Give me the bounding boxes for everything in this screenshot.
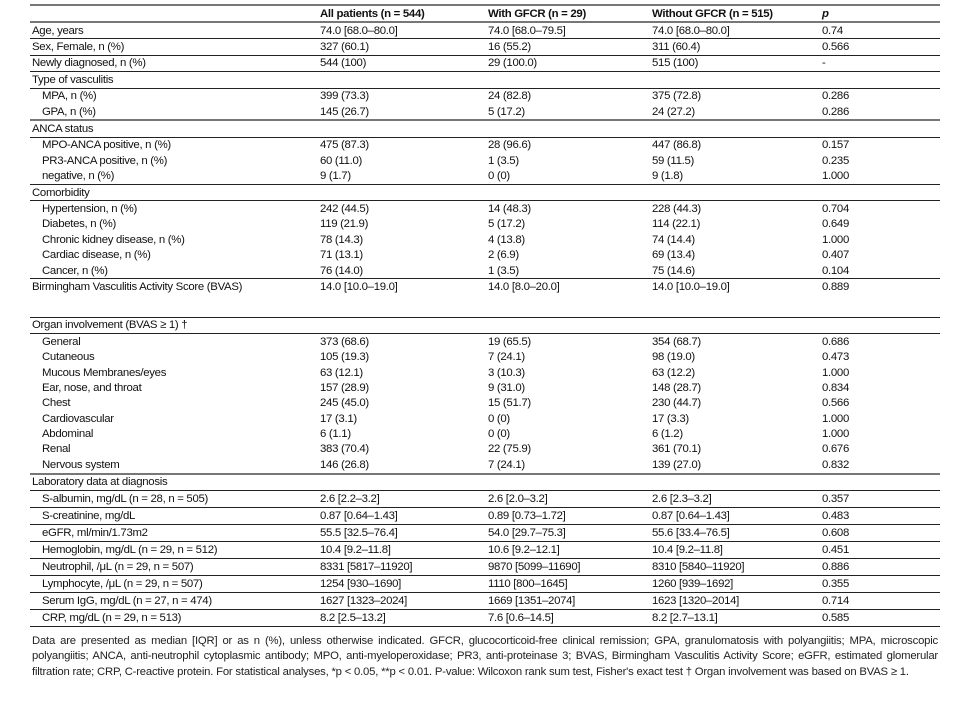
table-row [30, 609, 940, 626]
without-gfcr-value: 8310 [5840–11920] [650, 558, 820, 575]
without-gfcr-value: 354 (68.7) [652, 335, 701, 348]
p-value: - [820, 55, 940, 71]
header-p-value: p [820, 5, 940, 22]
row-label: Chest [42, 397, 71, 410]
all-patients-value: 17 (3.1) [320, 412, 357, 425]
p-value [820, 295, 940, 318]
p-value: 0.355 [820, 575, 940, 592]
with-gfcr-value: 15 (51.7) [488, 397, 531, 410]
p-value: 0.451 [820, 541, 940, 558]
row-label: Hypertension, n (%) [42, 202, 137, 215]
without-gfcr-value [650, 317, 820, 333]
table-row [30, 457, 940, 473]
without-gfcr-value: 69 (13.4) [652, 249, 695, 262]
row-label: Age, years [30, 22, 318, 39]
all-patients-value: 327 (60.1) [318, 39, 486, 55]
row-label: Sex, Female, n (%) [30, 39, 318, 55]
all-patients-value: 14.0 [10.0–19.0] [320, 280, 398, 293]
all-patients-value [318, 474, 486, 491]
table-row [30, 169, 940, 185]
without-gfcr-value: 515 (100) [650, 55, 820, 71]
with-gfcr-value: 2 (6.9) [488, 249, 519, 262]
row-label: MPA, n (%) [42, 90, 97, 103]
without-gfcr-value: 311 (60.4) [650, 39, 820, 55]
row-label: Comorbidity [30, 184, 318, 200]
row-label: Cardiovascular [42, 412, 114, 425]
table-row [30, 334, 940, 350]
row-label: Mucous Membranes/eyes [42, 366, 167, 379]
without-gfcr-value: 59 (11.5) [652, 154, 695, 167]
table-row [30, 411, 940, 426]
row-label: Cardiac disease, n (%) [42, 249, 151, 262]
all-patients-value: 373 (68.6) [320, 335, 369, 348]
header-without-gfcr: Without GFCR (n = 515) [650, 5, 820, 22]
section-header-row [30, 72, 940, 88]
row-label: negative, n (%) [30, 169, 318, 185]
p-value: 0.834 [822, 381, 850, 394]
with-gfcr-value [486, 72, 650, 88]
table-body [30, 5, 940, 626]
all-patients-value: 475 (87.3) [320, 139, 369, 152]
with-gfcr-value: 7 (24.1) [486, 457, 650, 473]
p-value: 0.566 [822, 397, 850, 410]
section-header-row [30, 317, 940, 333]
row-label: Cutaneous [42, 351, 95, 364]
row-label: Neutrophil, /μL (n = 29, n = 507) [30, 558, 318, 575]
table-row [30, 541, 940, 558]
row-label: S-creatinine, mg/dL [30, 507, 318, 524]
row-label: Organ involvement (BVAS ≥ 1) † [30, 317, 318, 333]
p-value: 0.286 [820, 104, 940, 120]
table-row [30, 592, 940, 609]
all-patients-value: 544 (100) [318, 55, 486, 71]
row-label: PR3-ANCA positive, n (%) [42, 154, 168, 167]
with-gfcr-value: 14 (48.3) [488, 202, 531, 215]
without-gfcr-value: 98 (19.0) [652, 351, 695, 364]
row-label: Serum IgG, mg/dL (n = 27, n = 474) [30, 592, 318, 609]
all-patients-value: 6 (1.1) [320, 428, 351, 441]
with-gfcr-value: 74.0 [68.0–79.5] [486, 22, 650, 39]
all-patients-value: 0.87 [0.64–1.43] [318, 507, 486, 524]
row-label: S-albumin, mg/dL (n = 28, n = 505) [30, 490, 318, 507]
all-patients-value: 242 (44.5) [320, 202, 369, 215]
row-label: Cancer, n (%) [30, 263, 318, 279]
table-row [30, 22, 940, 39]
all-patients-value: 146 (26.8) [318, 457, 486, 473]
with-gfcr-value: 3 (10.3) [488, 366, 525, 379]
table-row [30, 104, 940, 120]
with-gfcr-value: 14.0 [8.0–20.0] [488, 280, 560, 293]
table-row [30, 490, 940, 507]
without-gfcr-value: 9 (1.8) [650, 169, 820, 185]
with-gfcr-value [486, 120, 650, 137]
all-patients-value [318, 295, 486, 318]
without-gfcr-value: 361 (70.1) [652, 443, 701, 456]
baseline-characteristics-table [30, 4, 940, 627]
p-value: 0.157 [822, 139, 850, 152]
p-value: 0.686 [822, 335, 850, 348]
without-gfcr-value: 74 (14.4) [652, 233, 695, 246]
with-gfcr-value: 24 (82.8) [488, 90, 531, 103]
without-gfcr-value: 6 (1.2) [652, 428, 683, 441]
all-patients-value: 8331 [5817–11920] [318, 558, 486, 575]
without-gfcr-value: 10.4 [9.2–11.8] [650, 541, 820, 558]
p-value: 0.473 [822, 351, 850, 364]
without-gfcr-value: 1260 [939–1692] [650, 575, 820, 592]
with-gfcr-value: 54.0 [29.7–75.3] [486, 524, 650, 541]
without-gfcr-value: 230 (44.7) [652, 397, 701, 410]
all-patients-value: 1627 [1323–2024] [318, 592, 486, 609]
p-value: 1.000 [822, 428, 850, 441]
without-gfcr-value: 375 (72.8) [652, 90, 701, 103]
header-with-gfcr: With GFCR (n = 29) [486, 5, 650, 22]
all-patients-value: 105 (19.3) [320, 351, 369, 364]
section-header-row [30, 120, 940, 137]
row-label: eGFR, ml/min/1.73m2 [30, 524, 318, 541]
with-gfcr-value: 9870 [5099–11690] [486, 558, 650, 575]
p-value: 0.357 [820, 490, 940, 507]
with-gfcr-value: 0 (0) [488, 412, 510, 425]
without-gfcr-value: 0.87 [0.64–1.43] [650, 507, 820, 524]
all-patients-value: 74.0 [68.0–80.0] [318, 22, 486, 39]
without-gfcr-value [650, 184, 820, 200]
p-value: 0.886 [820, 558, 940, 575]
p-value [820, 72, 940, 88]
row-label: ANCA status [30, 120, 318, 137]
p-value [820, 474, 940, 491]
table-row [30, 55, 940, 71]
with-gfcr-value: 0 (0) [486, 169, 650, 185]
row-label: Lymphocyte, /μL (n = 29, n = 507) [30, 575, 318, 592]
all-patients-value: 157 (28.9) [320, 381, 369, 394]
row-label: GPA, n (%) [30, 104, 318, 120]
table-row [30, 365, 940, 380]
without-gfcr-value: 75 (14.6) [650, 263, 820, 279]
spacer-row [30, 295, 940, 318]
p-value: 0.235 [822, 154, 850, 167]
with-gfcr-value: 7 (24.1) [488, 351, 525, 364]
table-row [30, 39, 940, 55]
with-gfcr-value: 2.6 [2.0–3.2] [486, 490, 650, 507]
with-gfcr-value: 28 (96.6) [488, 139, 531, 152]
row-label [30, 295, 318, 318]
without-gfcr-value: 139 (27.0) [650, 457, 820, 473]
header-label [30, 5, 318, 22]
all-patients-value: 9 (1.7) [318, 169, 486, 185]
without-gfcr-value: 2.6 [2.3–3.2] [650, 490, 820, 507]
p-value: 0.286 [822, 90, 850, 103]
with-gfcr-value: 29 (100.0) [486, 55, 650, 71]
table-row [30, 88, 940, 104]
all-patients-value: 2.6 [2.2–3.2] [318, 490, 486, 507]
without-gfcr-value [650, 120, 820, 137]
table-row [30, 137, 940, 153]
without-gfcr-value: 8.2 [2.7–13.1] [650, 609, 820, 626]
with-gfcr-value: 1 (3.5) [486, 263, 650, 279]
table-row [30, 380, 940, 395]
row-label: Type of vasculitis [30, 72, 318, 88]
all-patients-value: 76 (14.0) [318, 263, 486, 279]
with-gfcr-value: 1669 [1351–2074] [486, 592, 650, 609]
with-gfcr-value: 1110 [800–1645] [486, 575, 650, 592]
without-gfcr-value [650, 474, 820, 491]
all-patients-value: 60 (11.0) [320, 154, 363, 167]
with-gfcr-value [486, 184, 650, 200]
all-patients-value: 78 (14.3) [320, 233, 363, 246]
row-label: General [42, 335, 81, 348]
p-value: 0.889 [822, 280, 850, 293]
without-gfcr-value: 74.0 [68.0–80.0] [650, 22, 820, 39]
row-label: Birmingham Vasculitis Activity Score (BVAS) [32, 280, 243, 293]
with-gfcr-value: 7.6 [0.6–14.5] [486, 609, 650, 626]
with-gfcr-value: 19 (65.5) [488, 335, 531, 348]
p-value [820, 184, 940, 200]
p-value: 0.585 [820, 609, 940, 626]
row-label: Diabetes, n (%) [42, 218, 116, 231]
with-gfcr-value: 0.89 [0.73–1.72] [486, 507, 650, 524]
row-label: Nervous system [30, 457, 318, 473]
row-label: Hemoglobin, mg/dL (n = 29, n = 512) [30, 541, 318, 558]
table-row [30, 201, 940, 217]
without-gfcr-value: 17 (3.3) [652, 412, 689, 425]
row-label: MPO-ANCA positive, n (%) [42, 139, 171, 152]
without-gfcr-value: 148 (28.7) [652, 381, 701, 394]
all-patients-value: 55.5 [32.5–76.4] [318, 524, 486, 541]
with-gfcr-value: 1 (3.5) [488, 154, 519, 167]
all-patients-value [318, 317, 486, 333]
without-gfcr-value: 1623 [1320–2014] [650, 592, 820, 609]
table-row [30, 442, 940, 457]
all-patients-value: 71 (13.1) [320, 249, 363, 262]
with-gfcr-value: 10.6 [9.2–12.1] [486, 541, 650, 558]
p-value: 0.608 [820, 524, 940, 541]
header-all-patients: All patients (n = 544) [318, 5, 486, 22]
all-patients-value: 10.4 [9.2–11.8] [318, 541, 486, 558]
table-row [30, 349, 940, 364]
with-gfcr-value: 9 (31.0) [488, 381, 525, 394]
p-value [820, 317, 940, 333]
all-patients-value: 145 (26.7) [318, 104, 486, 120]
without-gfcr-value: 63 (12.2) [652, 366, 695, 379]
all-patients-value: 8.2 [2.5–13.2] [318, 609, 486, 626]
with-gfcr-value: 16 (55.2) [486, 39, 650, 55]
row-label: Chronic kidney disease, n (%) [42, 233, 185, 246]
table-row [30, 575, 940, 592]
p-value: 1.000 [822, 366, 850, 379]
without-gfcr-value: 228 (44.3) [652, 202, 701, 215]
table-row [30, 524, 940, 541]
table-row [30, 217, 940, 232]
without-gfcr-value [650, 295, 820, 318]
table-row [30, 507, 940, 524]
table-row [30, 153, 940, 168]
all-patients-value: 119 (21.9) [320, 218, 369, 231]
without-gfcr-value: 24 (27.2) [650, 104, 820, 120]
row-label: Renal [42, 443, 71, 456]
with-gfcr-value: 5 (17.2) [486, 104, 650, 120]
p-value: 0.104 [820, 263, 940, 279]
with-gfcr-value: 22 (75.9) [488, 443, 531, 456]
table-header-row [30, 5, 940, 22]
row-label: Newly diagnosed, n (%) [30, 55, 318, 71]
p-value: 0.74 [820, 22, 940, 39]
all-patients-value: 1254 [930–1690] [318, 575, 486, 592]
p-value: 0.407 [822, 249, 850, 262]
all-patients-value: 63 (12.1) [320, 366, 363, 379]
p-value: 0.483 [820, 507, 940, 524]
with-gfcr-value: 0 (0) [488, 428, 510, 441]
row-label: Laboratory data at diagnosis [30, 474, 318, 491]
p-value: 0.649 [822, 218, 850, 231]
all-patients-value: 245 (45.0) [320, 397, 369, 410]
with-gfcr-value: 5 (17.2) [488, 218, 525, 231]
table-row [30, 396, 940, 411]
p-value: 0.676 [822, 443, 850, 456]
without-gfcr-value: 55.6 [33.4–76.5] [650, 524, 820, 541]
all-patients-value [318, 72, 486, 88]
p-value: 1.000 [820, 169, 940, 185]
table-row [30, 558, 940, 575]
with-gfcr-value [486, 474, 650, 491]
p-value: 0.832 [820, 457, 940, 473]
table-footnote: Data are presented as median [IQR] or as n (%), unless otherwise indicated. GFCR, glucocorticoid-free clinical remission; GPA, granulomatosis with polyangiitis; MPA, microscopic polyangiitis; ANCA, anti-neutrophil cytoplasmic antibody; MPO, anti-myeloperoxidase; PR3, anti-proteinase 3; BVAS, Birmingham Vasculitis Activity Score; eGFR, estimated glomerular filtration rate; CRP, C-reactive protein. For statistical analyses, *p < 0.05, **p < 0.01. P-value: Wilcoxon rank sum test, Fisher's exact test † Organ involvement was based on BVAS ≥ 1. [32, 634, 938, 678]
section-header-row [30, 474, 940, 491]
table-row [30, 426, 940, 441]
with-gfcr-value: 4 (13.8) [488, 233, 525, 246]
p-value: 0.714 [820, 592, 940, 609]
row-label: Ear, nose, and throat [42, 381, 142, 394]
without-gfcr-value: 447 (86.8) [652, 139, 701, 152]
table-row [30, 279, 940, 295]
all-patients-value: 399 (73.3) [320, 90, 369, 103]
section-header-row [30, 184, 940, 200]
table-row [30, 232, 940, 247]
p-value: 0.704 [822, 202, 850, 215]
without-gfcr-value: 14.0 [10.0–19.0] [652, 280, 730, 293]
table-row [30, 247, 940, 262]
p-value [820, 120, 940, 137]
table-row [30, 263, 940, 279]
p-value: 1.000 [822, 412, 850, 425]
all-patients-value [318, 120, 486, 137]
without-gfcr-value [650, 72, 820, 88]
all-patients-value [318, 184, 486, 200]
without-gfcr-value: 114 (22.1) [652, 218, 701, 231]
all-patients-value: 383 (70.4) [320, 443, 369, 456]
p-value: 1.000 [822, 233, 850, 246]
with-gfcr-value [486, 317, 650, 333]
table-container [30, 4, 940, 680]
with-gfcr-value [486, 295, 650, 318]
row-label: Abdominal [42, 428, 94, 441]
row-label: CRP, mg/dL (n = 29, n = 513) [30, 609, 318, 626]
p-value: 0.566 [820, 39, 940, 55]
